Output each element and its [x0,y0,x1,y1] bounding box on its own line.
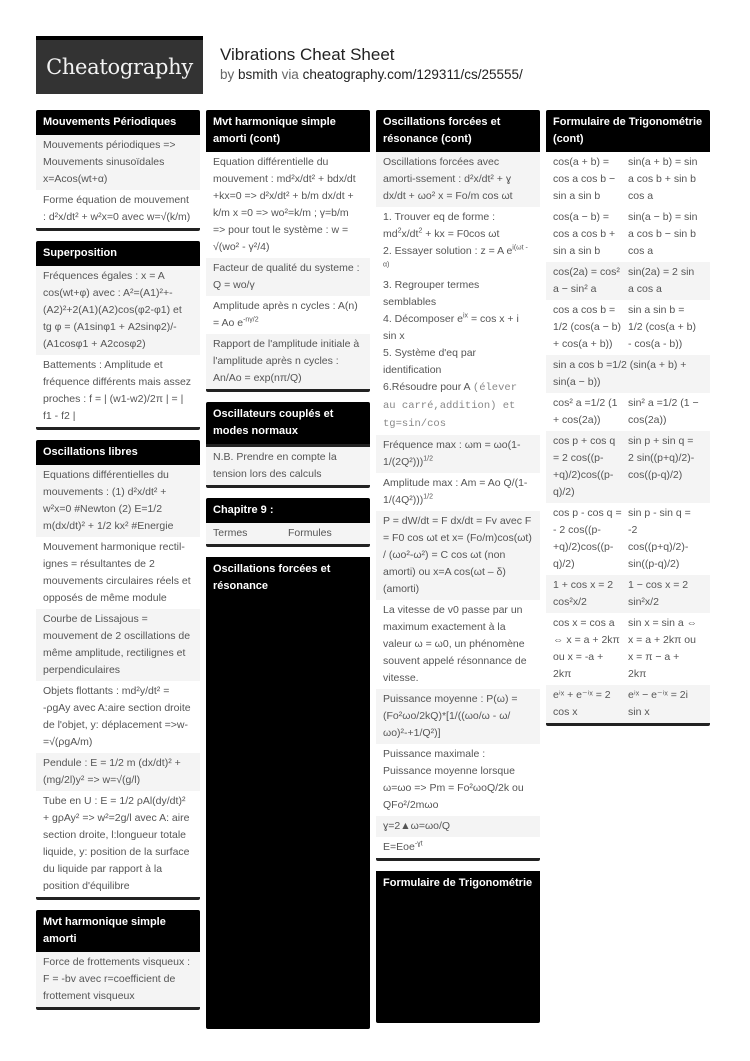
section-title: Superposition [36,241,200,266]
author-link[interactable]: bsmith [238,67,278,82]
content-row: Force de frottements visqueux : F = -bv avec r=coefficient de frottement visqueux [36,952,200,1007]
step-text: 4. Décomposer e [383,313,463,325]
table-row [546,685,710,723]
formula-cos: cos² a =1/2 (1 + cos(2a)) [553,397,618,426]
section-oscillations-libres [36,440,200,900]
content-row: N.B. Prendre en compte la tension lors des calculs [206,447,370,485]
content-row: Rapport de l'amplitude initiale à l'amplitude après n cycles : An/Ao = exp(nπ/Q) [206,334,370,389]
content-row: Pendule : E = 1/2 m (dx/dt)² + (mg/2l)y² => w=√(g/l) [36,753,200,791]
content-row: P = dW/dt = F dx/dt = Fv avec F = F0 cos ωt et x= (Fo/m)cos(ωt) / (ωo²-ω²) = C cos ωt (non amorti) ou x=A cos(ωt – δ) (amorti) [376,511,540,600]
step-text: 2. Essayer solution : z = A e [383,245,513,257]
table-row [546,262,710,300]
section-chapitre-9 [206,498,370,547]
by-label: by [220,67,235,82]
section-mvt-harmonique-amorti-cont [206,110,370,392]
table-row [546,152,710,207]
section-oscillations-forcees-cont [376,110,540,861]
section-oscillateurs-couples [206,402,370,488]
byline [220,67,523,82]
table-row [546,393,710,431]
section-title: Mvt harmonique simple amorti (cont) [206,110,370,152]
exponent: i(ωt - α) [383,244,528,269]
content-row-steps [376,207,540,435]
formula-sin: sin a sin b = 1/2 (cos(a + b) - cos(a - b)) [628,304,696,350]
section-formulaire-trigonometrie [376,871,540,1023]
content-row: Objets flottants : md²y/dt² = -ρgAy avec A:aire section droite de l'objet, y: déplacement =>w-=√(ρgA/m) [36,681,200,753]
step-2 [383,243,533,277]
table-row [546,575,710,613]
section-mvt-harmonique-amorti [36,910,200,1010]
page-title: Vibrations Cheat Sheet [220,45,395,64]
content-row: Oscillations forcées avec amorti-ssement : d²x/dt² + ɣ dx/dt + ωo² x = Fo/m cos ωt [376,152,540,207]
formula-cos: eⁱˣ + e⁻ⁱˣ = 2 cos x [553,689,611,718]
exponent: -nγ/2 [243,316,259,324]
section-title: Oscillations libres [36,440,200,465]
section-formulaire-trigonometrie-cont [546,110,710,726]
row-text: Amplitude après n cycles : A(n) = Ao e [213,300,358,329]
table-header-row [206,523,370,544]
content-row: Amplitude max : Am = Ao Q/(1-1/(4Q²)))$^{1/2}$ [376,473,540,511]
section-title: Chapitre 9 : [206,498,370,523]
step-5: 5. Système d'eq par identification [383,347,477,376]
section-oscillations-forcees [206,557,370,1029]
row-text: Amplitude max : Am = Ao Q/(1-1/(4Q²)) [383,477,528,506]
formula-cos: cos p + cos q = 2 cos((p-+q)/2)cos((p-q)/2) [553,435,616,498]
formula-sin: sin(a + b) = sin a cos b + sin b cos a [628,156,698,202]
section-title: Oscillations forcées et résonance (cont) [376,110,540,152]
column-4 [546,110,710,736]
content-row: Puissance maximale : Puissance moyenne lorsque ω=ωo => Pm = Fo²ωoQ/2k ou QFo²/2mωo [376,744,540,816]
step-6 [383,379,533,433]
table-row: sin a cos b =1/2 (sin(a + b) + sin(a − b)) [546,355,710,393]
formula-sin: sin(a − b) = sin a cos b − sin b cos a [628,211,698,257]
column-3 [376,110,540,1033]
section-title: Formulaire de Trigonométrie (cont) [546,110,710,152]
formula-sin: eⁱˣ − e⁻ⁱˣ = 2i sin x [628,689,688,718]
formula-sin: sin² a =1/2 (1 − cos(2a)) [628,397,699,426]
row-text: E=Eoe [383,841,415,853]
exponent: 1/2 [423,493,433,501]
step-3: 3. Regrouper termes semblables [383,279,480,308]
formula-cos: cos(a + b) = cos a cos b − sin a sin b [553,156,616,202]
step-text: x/dt [401,228,419,240]
section-title: Formulaire de Trigonométrie [376,871,540,896]
content-row: Equations différentielles du mouvements : (1) d²x/dt² + w²x=0 #Newton (2) E=1/2 m(dx/dt)² + 1/2 kx² #Energie [36,465,200,537]
step-1: 1. Trouver eq de forme : $md^2x/dt^2$ + kx = F0cos ωt [383,211,500,240]
formula-sin: sin p + sin q = 2 sin((p+q)/2)-cos((p-q)/2) [628,435,695,481]
section-mouvements-periodiques [36,110,200,231]
column-2 [206,110,370,1039]
formula-cos: 1 + cos x = 2 cos²x/2 [553,579,614,608]
content-row: Facteur de qualité du systeme : Q = wo/γ [206,258,370,296]
exponent: 1/2 [423,455,433,463]
content-row [376,837,540,858]
formula-cos: cos(a − b) = cos a cos b + sin a sin b [553,211,616,257]
sheet-url-link[interactable]: cheatography.com/129311/cs/25555/ [302,67,523,82]
content-row: Puissance moyenne : P(ω) = (Fo²ωo/2kQ)*[1/((ωo/ω - ω/ωo)²-+1/Q²)] [376,689,540,744]
content-row: Mouvements périodiques => Mouvements sinusoïdales x=Acos(wt+α) [36,135,200,190]
table-row [546,503,710,575]
table-row [546,613,710,685]
formula-sin: sin p - sin q = -2 cos((p+q)/2)-sin((p-q)/2) [628,507,691,570]
content-row: La vitesse de v0 passe par un maximum exactement à la valeur ω = ω0, un phénomène souvent appelé résonnance de vitesse. [376,600,540,689]
table-row [546,300,710,355]
table-row [546,207,710,262]
column-header-termes: Termes [213,527,248,539]
step-text: 1. Trouver eq de forme : md [383,211,496,240]
step-text: + kx = F0cos ωt [422,228,500,240]
content-row: Fréquences égales : x = A cos(wt+φ) avec : A²=(A1)²+-(A2)²+2(A1)(A2)cos(φ2-φ1) et tg φ = (A1sinφ1 + A2sinφ2)/-(A1cosφ1 + A2cosφ2) [36,266,200,355]
cheatography-logo[interactable] [36,36,203,94]
formula-sin: sin(2a) = 2 sin a cos a [628,266,695,295]
section-title: Mouvements Périodiques [36,110,200,135]
via-label: via [281,67,299,82]
column-header-formules: Formules [288,527,332,539]
step-text: 6.Résoudre pour A [383,381,473,393]
formula-cos: cos a cos b = 1/2 (cos(a − b) + cos(a + b)) [553,304,621,350]
content-row: Fréquence max : ωm = ωo(1-1/(2Q²)))$^{1/2}$ [376,435,540,473]
section-title: Oscillations forcées et résonance [206,557,370,599]
content-row: Mouvement harmonique rectil-ignes = résultantes de 2 mouvements circulaires réels et opposés de même module [36,537,200,609]
exponent: ix [462,312,469,320]
content-row: Equation différentielle du mouvement : md²x/dt² + bdx/dt +kx=0 => d²x/dt² + b/m dx/dt + k/m x =0 => wo²=k/m ; γ=b/m => pour tout le système : w = √(wo² - γ²/4) [206,152,370,258]
step-4 [383,311,533,345]
content-row: Forme équation de mouvement : d²x/dt² + w²x=0 avec w=√(k/m) [36,190,200,228]
column-1 [36,110,200,1020]
logo-text: Cheatography [46,55,193,79]
section-title: Oscillateurs couplés et modes normaux [206,402,370,447]
step-text: = cos x + i sin x [383,313,519,342]
content-row: Battements : Amplitude et fréquence différents mais assez proches : f = | (w1-w2)/2π | = | f1 - f2 | [36,355,200,427]
content-row: Courbe de Lissajous = mouvement de 2 oscillations de même amplitude, rectilignes et perpendiculaires [36,609,200,681]
content-row: ɣ=2▲ω=ωo/Q [376,816,540,837]
table-row [546,431,710,503]
formula-cos: cos p - cos q = - 2 cos((p-+q)/2)cos((p-q)/2) [553,507,622,570]
formula-cos: cos(2a) = cos² a − sin² a [553,266,620,295]
formula-sin: 1 − cos x = 2 sin²x/2 [628,579,689,608]
formula-sin: sin x = sin a ⇔ x = a + 2kπ ou x = π − a + 2kπ [628,617,698,680]
section-title: Mvt harmonique simple amorti [36,910,200,952]
section-superposition [36,241,200,430]
content-row: Tube en U : E = 1/2 ρAl(dy/dt)² + gρAy² => w²=2g/l avec A: aire section droite, l:longueur totale liquide, y: position de la surface du liquide par rapport à la position d'équilibre [36,791,200,897]
formula-cos: cos x = cos a ⇔ x = a + 2kπ ou x = -a + 2kπ [553,617,620,680]
row-text: Fréquence max : ωm = ωo(1-1/(2Q²)) [383,439,521,468]
step-code: (élever au carré,addition) et tg=sin/cos [383,382,518,430]
content-row [206,296,370,334]
exponent: -ɣt [414,840,423,848]
